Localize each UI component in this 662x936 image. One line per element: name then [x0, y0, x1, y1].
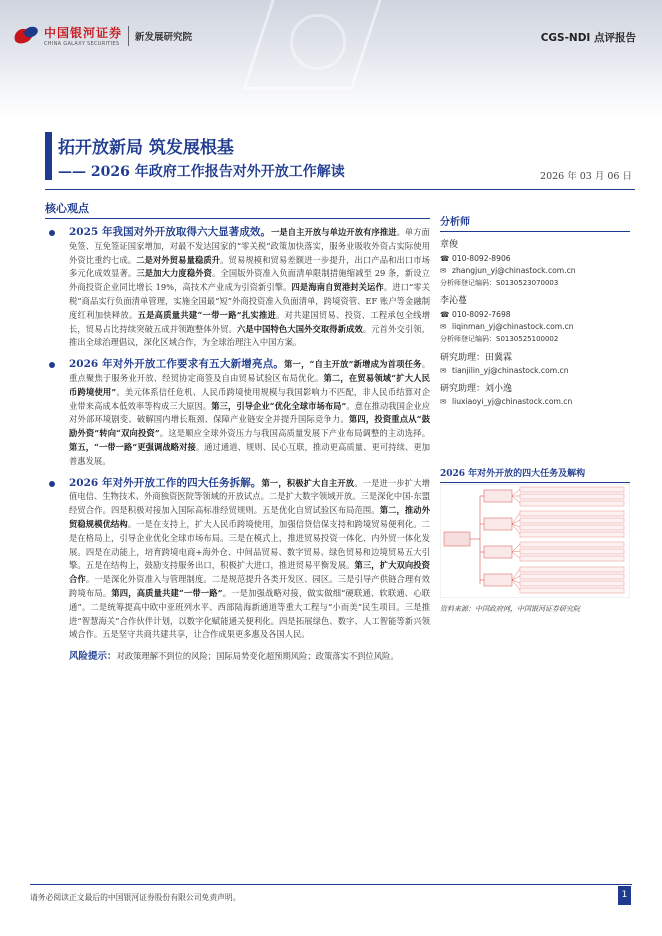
mail-icon: ✉ — [440, 322, 447, 331]
key-point-lead: 2025 年我国对外开放取得六大显著成效。 — [69, 226, 272, 238]
diagram-task-node-4 — [484, 574, 512, 586]
phone-icon: ☎ — [440, 254, 450, 263]
assistant-name: 研究助理：刘小逸 — [440, 384, 513, 394]
logo-divider — [128, 26, 129, 46]
key-point-text: 。单方面免签、互免签证国家增加，对最不发达国家的“零关税”政策加快落实，服务业吸收外资占实际使用外资比重约七成。 — [69, 227, 430, 265]
key-point-text: 。贸易规模和贸易差额进一步提升，出口产品和出口市场多元化成效显著。 — [69, 254, 430, 279]
key-point-highlight: 第二，推动外贸稳规模优结构 — [69, 505, 430, 529]
key-point-1 — [45, 226, 430, 350]
analyst-name: 章俊 — [440, 240, 459, 250]
key-point-text: 。意在推动我国企业应对外部环境剧变、破解国内增长瓶颈、保障产业链安全并提升国际竞争力。 — [69, 400, 430, 425]
key-point-highlight: 三是加大力度稳外资 — [136, 268, 213, 279]
analyst-phone — [440, 310, 630, 319]
mail-icon: ✉ — [440, 366, 447, 375]
key-point-text: 。一是在支持上，扩大人民币跨境使用，加强信贷信保支持和跨境贸易便利化。二是在格局上，引导企业优化全球市场布局。三是在模式上，推进贸易投资一体化、内外贸一体化发展。四是在动能上，培育跨境电商+海外仓、中间品贸易、数字贸易、绿色贸易和边境贸易五大引擎。五是在结构上，鼓励支持服务出口，积极扩大进口，推进贸易平衡发展。 — [69, 518, 430, 571]
key-point-highlight: 第五，“一带一路”更强调战略对接 — [69, 441, 196, 452]
key-point-highlight: 六是中国特色大国外交取得新成效 — [236, 323, 363, 334]
diagram-task-node-1 — [484, 490, 512, 502]
key-point-highlight: 五是高质量共建“一带一路”扎实推进 — [137, 309, 277, 320]
key-point-highlight: 第四，高质量共建“一带一路” — [111, 587, 223, 598]
key-point-highlight: 第二，在贸易领域“扩大人民币跨境使用” — [69, 372, 430, 397]
brand-name-en: CHINA GALAXY SECURITIES — [44, 41, 120, 47]
analyst-heading: 分析师 — [440, 213, 630, 232]
report-date: 2026 年 03 月 06 日 — [540, 171, 632, 182]
analyst-name: 李沁蔓 — [440, 296, 468, 306]
key-point-text: 。对共建国贸易、投资、工程承包全线增长，贸易占比持续突破五成并领跑整体外贸。 — [69, 309, 430, 334]
key-point-3 — [45, 477, 430, 643]
analyst-panel — [440, 213, 630, 409]
key-point-text: 。这是顺应全球外资压力与我国高质量发展下产业布局调整的主动选择。 — [159, 428, 430, 439]
bullet-dot-icon — [49, 230, 55, 236]
diagram-task-node-2 — [484, 518, 512, 530]
footer-disclaimer: 请务必阅读正文最后的中国银河证券股份有限公司免责声明。 — [30, 893, 241, 902]
key-point-highlight: 第四，投资重点从“鼓励外资”转向“双向投资” — [69, 414, 430, 439]
key-point-highlight: 第三，扩大双向投资合作 — [69, 560, 430, 585]
key-point-text: 。进口“零关税”商品实行负面清单管理，实施全国最“短”外商投资准入负面清单，跨境资管、EF 账户等金融制度红利加快释放。 — [69, 282, 430, 320]
risk-label: 风险提示： — [69, 651, 117, 663]
header-decoration-circle — [290, 14, 346, 70]
brand-name-cn: 中国银河证券 — [44, 26, 123, 40]
company-logo — [14, 24, 192, 47]
key-point-text: 。一是进一步扩大增值电信、生物技术、外商独资医院等领域的开放试点。二是扩大数字领域开放。三是深化中国-东盟经贸合作。四是积极对接加入国际高标准经贸规则。五是优化自贸试验区布局范围。 — [69, 477, 430, 516]
email-address[interactable]: liuxiaoyi_yj@chinastock.com.cn — [452, 397, 573, 406]
analyst-email[interactable] — [440, 266, 630, 275]
bullet-dot-icon — [49, 481, 55, 487]
page-number: 1 — [618, 886, 631, 905]
key-point-text: 。全国版外资准入负面清单限制措施缩减至 29 条，新设立外商投资企业同比增长 19%，高技术产业成为引资新引擎。 — [69, 268, 430, 293]
key-point-text: 。元首外交引领，推出全球治理倡议，深化区域合作，为全球治理注入中国方案。 — [69, 323, 430, 348]
email-address[interactable]: zhangjun_yj@chinastock.com.cn — [452, 266, 576, 275]
key-point-highlight: 第三，引导企业“优化全球市场布局” — [211, 400, 347, 411]
key-point-lead: 2026 年对外开放工作要求有五大新增亮点。 — [69, 358, 285, 371]
analyst-email[interactable] — [440, 322, 630, 331]
key-point-highlight: 一是自主开放与单边开放有序推进 — [271, 227, 397, 237]
key-point-text: 。通过通道、规则、民心互联，推动更高质量、更可持续、更加普惠发展。 — [69, 441, 430, 466]
key-point-text: 。重点聚焦于服务业开放、经贸协定商签及自由贸易试验区布局优化。 — [69, 359, 430, 383]
analyst-registration: 分析师登记编码：S0130525100002 — [440, 335, 559, 343]
footer-divider — [30, 884, 632, 885]
page-title: 拓开放新局 筑发展根基 — [58, 138, 234, 158]
diagram-task-node-3 — [484, 546, 512, 558]
key-point-2 — [45, 358, 430, 468]
figure-source: 资料来源：中国政府网，中国银河证券研究院 — [440, 605, 580, 613]
key-point-highlight: 第一，积极扩大自主开放 — [261, 477, 355, 488]
analyst-card — [440, 293, 630, 344]
key-point-highlight: 第一，“自主开放”新增成为首项任务 — [284, 359, 422, 370]
risk-warning — [45, 650, 430, 664]
analyst-registration: 分析师登记编码：S0130523070003 — [440, 279, 559, 287]
key-point-text: 。美元体系信任危机、人民币跨境使用规模与我国影响力不匹配，非人民币结算对企业带来高成本低效率等构成三大原因。 — [69, 386, 430, 411]
core-views-heading: 核心观点 — [45, 202, 89, 215]
analyst-card — [440, 237, 630, 288]
diagram-root-node — [444, 532, 470, 546]
assistant-email[interactable] — [440, 397, 630, 406]
main-content — [45, 226, 430, 664]
institute-name: 新发展研究院 — [135, 31, 193, 43]
key-point-text: 。一是加强战略对接，做实做细“硬联通、软联通、心联通”。二是统筹提高中欧中亚班列水平、西部陆海新通道等重大工程与“小而美”民生项目。三是推进“智慧海关”合作伙伴计划，以数字化赋能通关便利化。四是拓展绿色、数字、人工智能等新兴领域合作。五是坚守共商共建共享，让合作成果更多惠及各国人民。 — [69, 587, 430, 640]
email-address[interactable]: liqinman_yj@chinastock.com.cn — [452, 322, 574, 331]
email-address[interactable]: tianjilin_yj@chinastock.com.cn — [452, 366, 569, 375]
task-breakdown-diagram — [440, 484, 630, 598]
mail-icon: ✉ — [440, 266, 447, 275]
report-type: CGS-NDI 点评报告 — [540, 32, 636, 44]
assistant-email[interactable] — [440, 366, 630, 375]
bullet-dot-icon — [49, 362, 55, 368]
core-views-divider — [45, 218, 430, 219]
title-divider — [45, 189, 635, 190]
key-point-text: 。一是深化外资准入与管理制度。二是规范提升各类开发区、园区。三是引导产供链合理有效跨境布局。 — [69, 574, 430, 598]
phone-number: 010-8092-7698 — [452, 310, 511, 319]
galaxy-logo-icon — [14, 27, 40, 45]
key-point-lead: 2026 年对外开放工作的四大任务拆解。 — [69, 476, 262, 489]
key-point-highlight: 四是海南自贸港封关运作 — [291, 282, 384, 293]
page-subtitle: —— 2026 年政府工作报告对外开放工作解读 — [58, 164, 345, 180]
mail-icon: ✉ — [440, 397, 447, 406]
figure-title: 2026 年对外开放的四大任务及解构 — [440, 466, 630, 483]
analyst-phone — [440, 254, 630, 263]
logo-wordmark — [44, 24, 122, 47]
key-point-highlight: 二是对外贸易量稳质升 — [136, 254, 221, 265]
title-accent-bar — [45, 132, 52, 180]
risk-text: 对政策理解不到位的风险；国际局势变化超预期风险；政策落实不到位风险。 — [116, 651, 399, 662]
phone-icon: ☎ — [440, 310, 450, 319]
page-header — [0, 0, 662, 120]
assistant-name: 研究助理：田冀霖 — [440, 353, 513, 363]
phone-number: 010-8092-8906 — [452, 254, 511, 263]
